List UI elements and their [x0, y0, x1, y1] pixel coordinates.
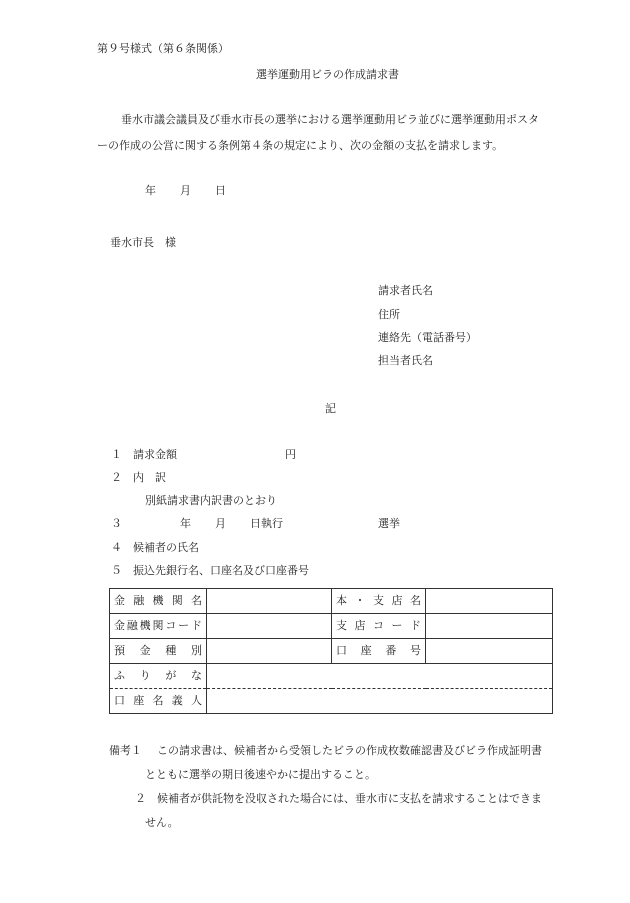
bank-name-label: 金融機関名 — [110, 589, 207, 614]
form-number: 第９号様式（第６条関係） — [97, 42, 229, 55]
claimant-address-label: 住所 — [378, 308, 400, 321]
item-5-label: 振込先銀行名、口座名及び口座番号 — [133, 564, 309, 577]
item-1-label: 請求金額 — [133, 448, 177, 461]
item-4-number: ４ — [111, 541, 122, 554]
furigana-field[interactable] — [207, 664, 553, 689]
bank-info-table — [109, 588, 553, 714]
furigana-label: ふりがな — [110, 664, 207, 689]
table-row — [110, 589, 553, 614]
table-row — [110, 689, 553, 714]
date-day: 日 — [215, 184, 226, 197]
item-1-number: １ — [111, 448, 122, 461]
note-1-line-2: とともに選挙の期日後速やかに提出すること。 — [145, 768, 376, 781]
item-4-label: 候補者の氏名 — [133, 541, 199, 554]
claimant-person-label: 担当者氏名 — [378, 354, 433, 367]
item-2-label: 内 訳 — [133, 471, 166, 484]
bank-code-label: 金融機関コード — [110, 614, 207, 639]
deposit-type-field[interactable] — [207, 639, 332, 664]
item-1-unit: 円 — [285, 448, 296, 461]
branch-name-label: 本・支店名 — [332, 589, 426, 614]
bank-code-field[interactable] — [207, 614, 332, 639]
account-number-field[interactable] — [426, 639, 553, 664]
item-3-number: ３ — [111, 517, 122, 530]
branch-code-field[interactable] — [426, 614, 553, 639]
table-row — [110, 614, 553, 639]
body-line-1: 垂水市議会議員及び垂水市長の選挙における選挙運動用ビラ並びに選挙運動用ポスタ — [121, 113, 539, 126]
branch-name-field[interactable] — [426, 589, 553, 614]
addressee: 垂水市長 様 — [110, 236, 176, 249]
claimant-name-label: 請求者氏名 — [378, 284, 433, 297]
page-title: 選挙運動用ビラの作成請求書 — [256, 68, 399, 81]
claimant-contact-label: 連絡先（電話番号） — [378, 331, 477, 344]
item-5-number: ５ — [111, 564, 122, 577]
item-3-day: 日執行 — [250, 517, 283, 530]
date-month: 月 — [180, 184, 191, 197]
deposit-type-label: 預金種別 — [110, 639, 207, 664]
table-row — [110, 639, 553, 664]
table-row — [110, 664, 553, 689]
bank-name-field[interactable] — [207, 589, 332, 614]
note-1-line-1: この請求書は、候補者から受領したビラの作成枚数確認書及びビラ作成証明書 — [157, 744, 542, 757]
item-3-election: 選挙 — [378, 517, 400, 530]
item-2-number: ２ — [111, 471, 122, 484]
note-2-line-1: 候補者が供託物を没収された場合には、垂水市に支払を請求することはできま — [157, 792, 542, 805]
item-2-detail: 別紙請求書内訳書のとおり — [145, 494, 277, 507]
note-2-line-2: せん。 — [145, 816, 179, 829]
item-3-year: 年 — [180, 517, 191, 530]
item-3-month: 月 — [215, 517, 226, 530]
note-1-label: 備考１ — [109, 744, 142, 757]
account-number-label: 口座番号 — [332, 639, 426, 664]
note-2-label: ２ — [135, 792, 146, 805]
account-holder-field[interactable] — [207, 689, 553, 714]
account-holder-label: 口座名義人 — [110, 689, 207, 714]
ki-heading: 記 — [325, 402, 336, 415]
body-line-2: ーの作成の公営に関する条例第４条の規定により、次の金額の支払を請求します。 — [97, 139, 504, 152]
branch-code-label: 支店コード — [332, 614, 426, 639]
date-year: 年 — [145, 184, 156, 197]
